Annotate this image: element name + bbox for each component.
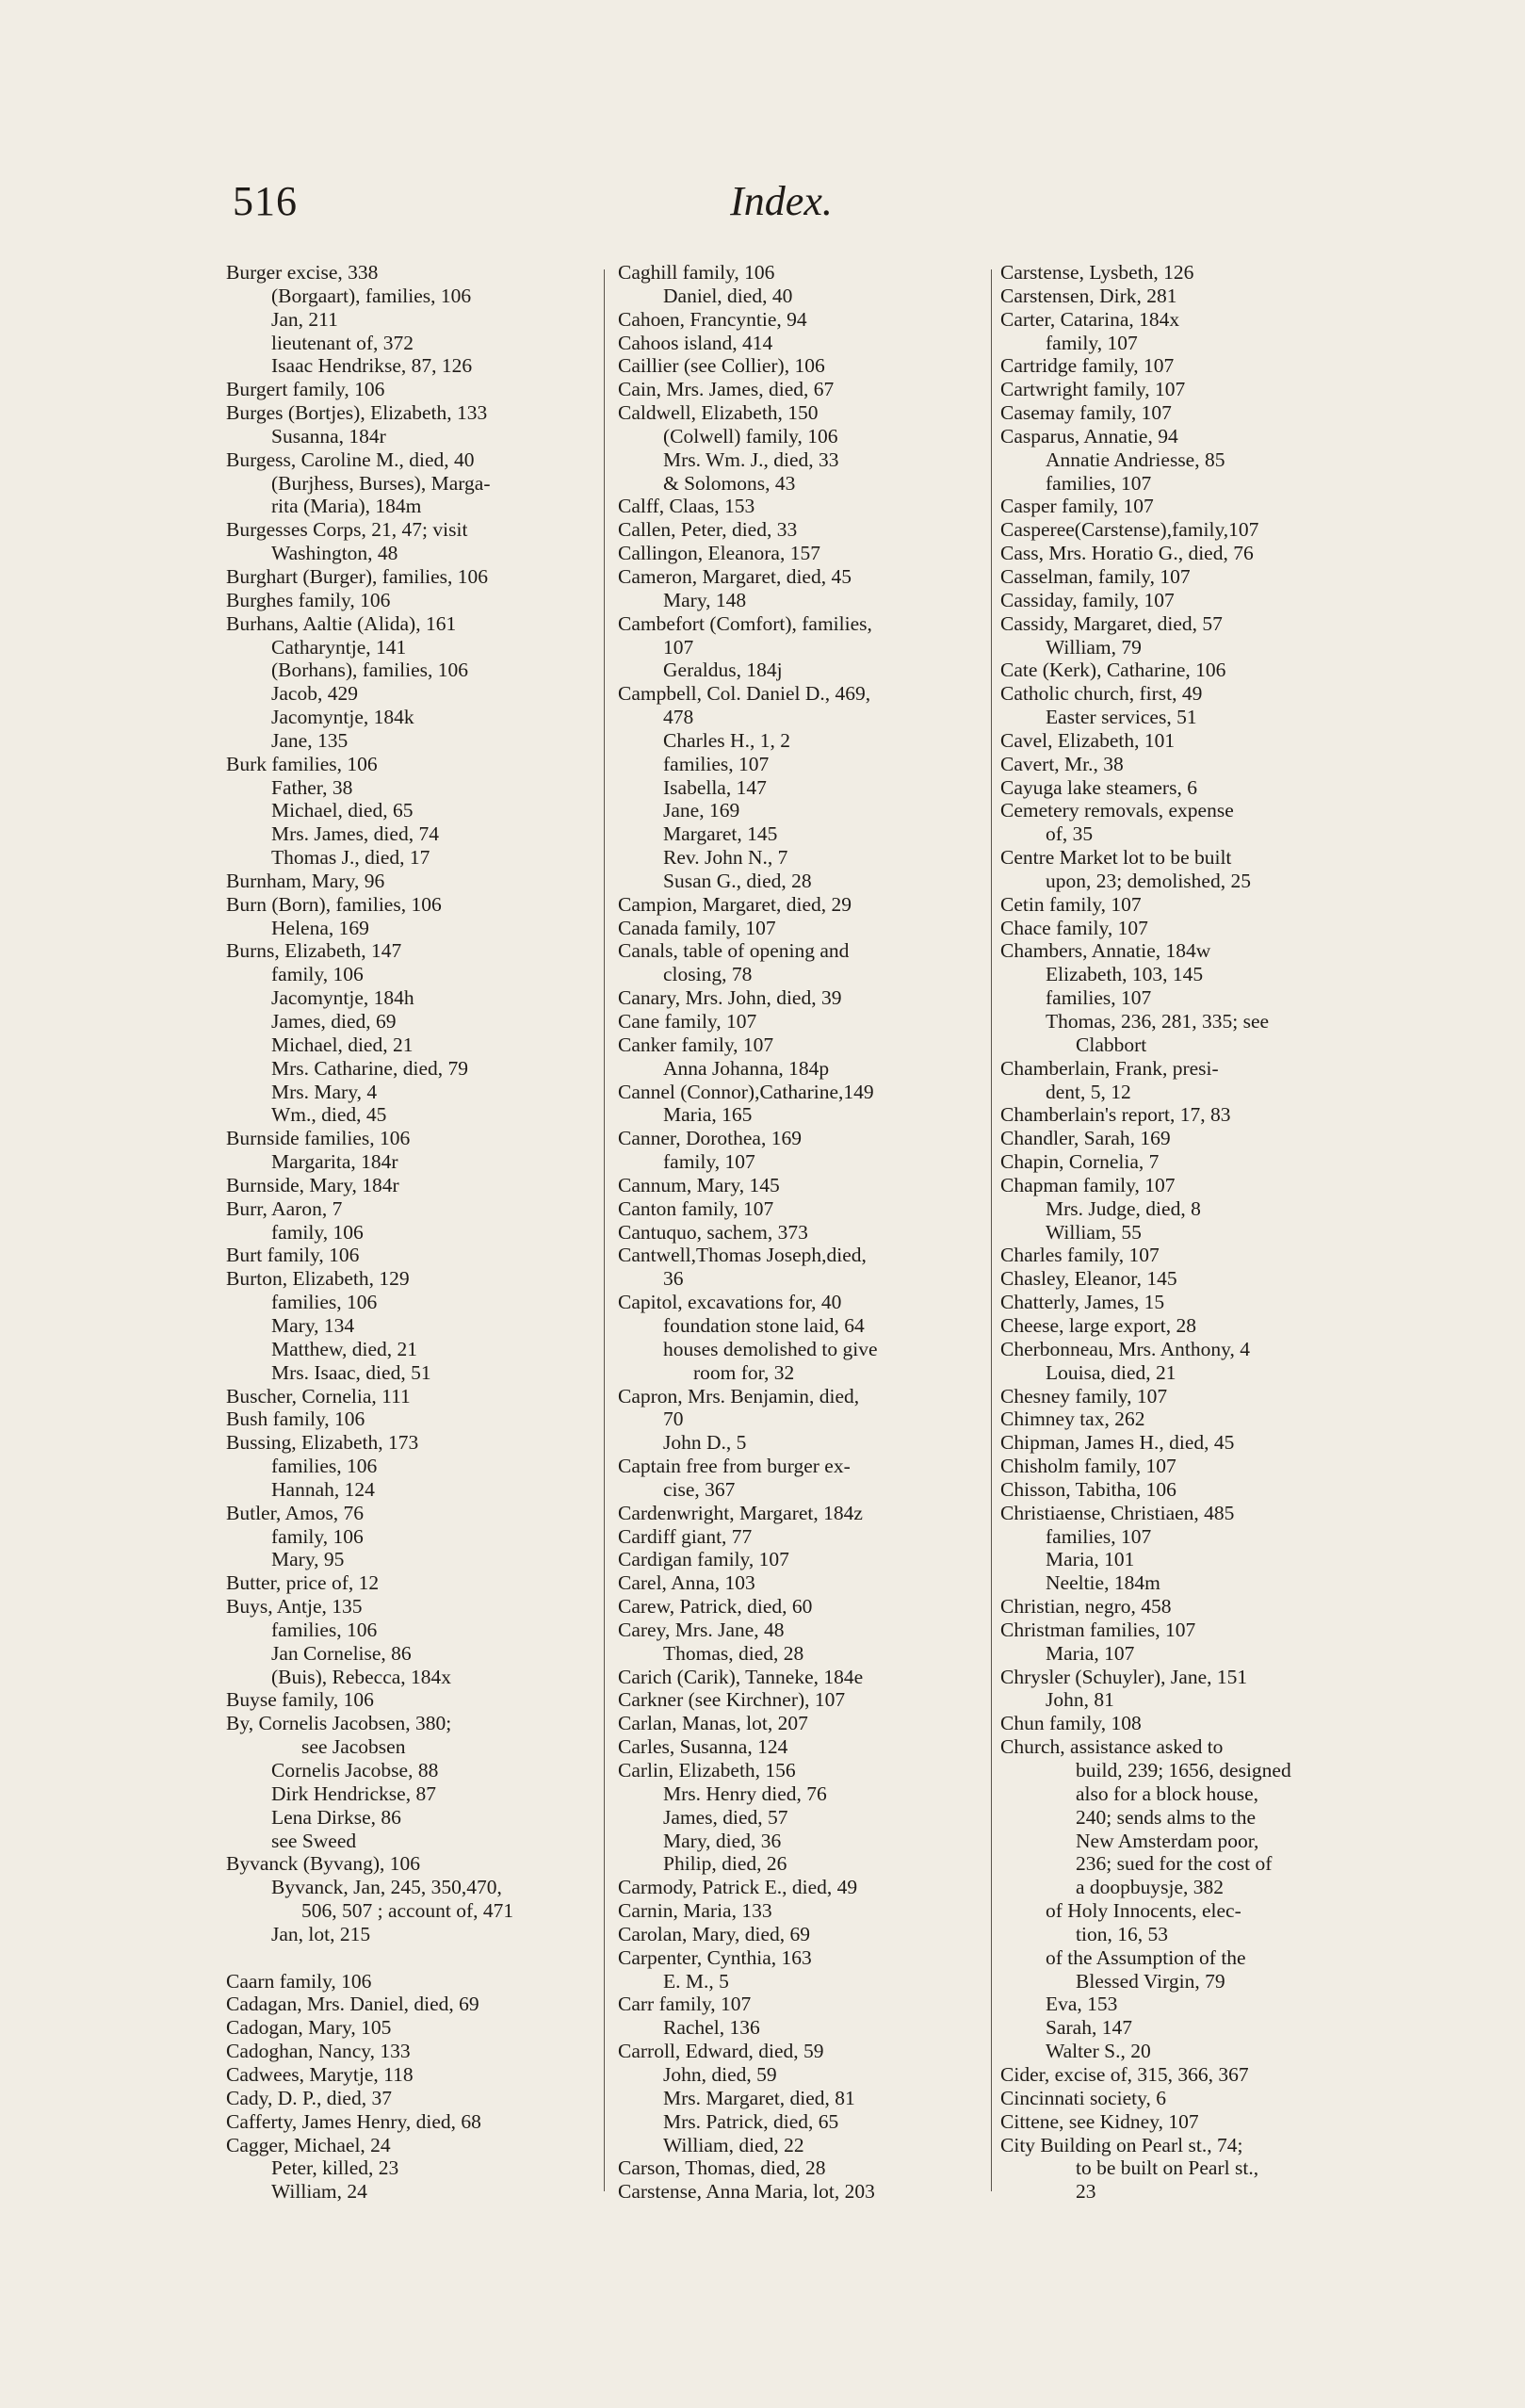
index-entry: Canada family, 107: [618, 916, 776, 939]
index-entry: Cornelis Jacobse, 88: [271, 1759, 439, 1782]
index-entry: Church, assistance asked to: [1000, 1735, 1224, 1759]
index-entry: Carlin, Elizabeth, 156: [618, 1759, 796, 1782]
index-entry: Canner, Dorothea, 169: [618, 1127, 802, 1150]
index-entry: 240; sends alms to the: [1076, 1805, 1257, 1829]
index-entry: build, 239; 1656, designed: [1076, 1759, 1291, 1782]
index-entry: Jacomyntje, 184k: [271, 706, 414, 729]
index-entry: Jacob, 429: [271, 682, 358, 706]
index-entry: James, died, 57: [663, 1805, 788, 1829]
index-entry: Margarita, 184r: [271, 1150, 398, 1174]
index-entry: 107: [663, 635, 694, 659]
index-entry: Louisa, died, 21: [1046, 1360, 1176, 1384]
index-entry: families, 106: [271, 1291, 378, 1314]
index-entry: Mary, 134: [271, 1313, 355, 1337]
index-entry: Susanna, 184r: [271, 424, 386, 447]
index-entry: John, died, 59: [663, 2062, 777, 2086]
index-entry: Thomas J., died, 17: [271, 846, 430, 870]
index-entry: Burns, Elizabeth, 147: [226, 939, 402, 963]
column-divider: [991, 269, 992, 2191]
page-number: 516: [233, 178, 298, 224]
index-entry: Cahoen, Francyntie, 94: [618, 307, 807, 331]
index-entry: Isabella, 147: [663, 775, 767, 799]
index-entry: Chace family, 107: [1000, 916, 1148, 939]
index-entry: Cardiff giant, 77: [618, 1524, 753, 1548]
index-entry: Eva, 153: [1046, 1993, 1118, 2016]
index-entry: of Holy Innocents, elec-: [1046, 1899, 1241, 1923]
index-entry: Thomas, died, 28: [663, 1641, 804, 1665]
index-entry: Cannum, Mary, 145: [618, 1173, 780, 1196]
index-entry: Annatie Andriesse, 85: [1046, 447, 1225, 471]
index-entry: Cherbonneau, Mrs. Anthony, 4: [1000, 1337, 1250, 1360]
index-entry: Catharyntje, 141: [271, 635, 407, 659]
index-entry: (Colwell) family, 106: [663, 424, 838, 447]
index-entry: Chesney family, 107: [1000, 1384, 1168, 1407]
index-entry: Cadoghan, Nancy, 133: [226, 2040, 411, 2063]
index-entry: Dirk Hendrickse, 87: [271, 1782, 436, 1805]
index-entry: Anna Johanna, 184p: [663, 1056, 830, 1080]
index-entry: Cartwright family, 107: [1000, 378, 1186, 401]
index-entry: Geraldus, 184j: [663, 659, 783, 682]
index-entry: Carstense, Lysbeth, 126: [1000, 261, 1194, 284]
index-entry: Burk families, 106: [226, 752, 378, 775]
index-entry: Cambefort (Comfort), families,: [618, 611, 872, 635]
index-entry: Blessed Virgin, 79: [1076, 1969, 1225, 1993]
index-entry: Canary, Mrs. John, died, 39: [618, 986, 842, 1010]
index-entry: Elizabeth, 103, 145: [1046, 963, 1204, 986]
index-entry: Casper family, 107: [1000, 495, 1154, 518]
index-entry: lieutenant of, 372: [271, 331, 414, 354]
index-entry: Mary, 95: [271, 1548, 345, 1571]
index-entry: 478: [663, 706, 694, 729]
index-entry: families, 107: [1046, 471, 1152, 495]
index-entry: Wm., died, 45: [271, 1103, 387, 1127]
index-entry: Maria, 101: [1046, 1548, 1135, 1571]
index-entry: families, 106: [271, 1455, 378, 1478]
index-entry: Burghart (Burger), families, 106: [226, 564, 489, 588]
index-entry: Mrs. Isaac, died, 51: [271, 1360, 431, 1384]
index-entry: Cardenwright, Margaret, 184z: [618, 1501, 863, 1524]
index-entry: Burnside, Mary, 184r: [226, 1173, 399, 1196]
index-entry: Burgesses Corps, 21, 47; visit: [226, 518, 468, 542]
index-entry: City Building on Pearl st., 74;: [1000, 2133, 1243, 2156]
index-entry: Bussing, Elizabeth, 173: [226, 1431, 419, 1455]
index-entry: Thomas, 236, 281, 335; see: [1046, 1010, 1270, 1033]
index-entry: Campion, Margaret, died, 29: [618, 892, 852, 916]
index-entry: Campbell, Col. Daniel D., 469,: [618, 682, 871, 706]
index-entry: Cass, Mrs. Horatio G., died, 76: [1000, 542, 1254, 565]
index-entry: Charles family, 107: [1000, 1244, 1160, 1267]
index-entry: Cannel (Connor),Catharine,149: [618, 1080, 874, 1103]
index-entry: upon, 23; demolished, 25: [1046, 869, 1251, 892]
index-entry: William, 79: [1046, 635, 1142, 659]
index-entry: Casperee(Carstense),family,107: [1000, 518, 1259, 542]
index-entry: John, 81: [1046, 1688, 1114, 1712]
index-entry: Canals, table of opening and: [618, 939, 850, 963]
index-entry: closing, 78: [663, 963, 753, 986]
index-entry: (Borhans), families, 106: [271, 659, 468, 682]
index-entry: of the Assumption of the: [1046, 1945, 1246, 1969]
index-entry: [226, 1946, 598, 1970]
index-entry: Chrysler (Schuyler), Jane, 151: [1000, 1665, 1248, 1688]
index-entry: Chasley, Eleanor, 145: [1000, 1267, 1177, 1291]
index-entry: Philip, died, 26: [663, 1852, 787, 1876]
index-entry: Calff, Claas, 153: [618, 495, 755, 518]
index-entry: Hannah, 124: [271, 1477, 375, 1501]
index-entry: Mrs. Margaret, died, 81: [663, 2086, 855, 2109]
index-entry: Carmody, Patrick E., died, 49: [618, 1876, 858, 1899]
index-entry: Carkner (see Kirchner), 107: [618, 1688, 846, 1712]
index-entry: Casparus, Annatie, 94: [1000, 424, 1178, 447]
index-entry: Butter, price of, 12: [226, 1571, 380, 1595]
index-entry: Capron, Mrs. Benjamin, died,: [618, 1384, 860, 1407]
index-entry: Burger excise, 338: [226, 261, 379, 284]
index-entry: Helena, 169: [271, 916, 369, 939]
index-entry: Burgess, Caroline M., died, 40: [226, 447, 475, 471]
index-entry: Christman families, 107: [1000, 1618, 1196, 1641]
index-entry: of, 35: [1046, 822, 1094, 846]
index-column-2: [618, 261, 990, 2204]
index-entry: Casselman, family, 107: [1000, 564, 1191, 588]
page-title: Index.: [730, 178, 833, 224]
index-entry: Cavert, Mr., 38: [1000, 752, 1124, 775]
index-entry: Bush family, 106: [226, 1407, 365, 1431]
index-entry: Chatterly, James, 15: [1000, 1291, 1165, 1314]
index-entry: Michael, died, 21: [271, 1033, 414, 1056]
index-entry: Chisson, Tabitha, 106: [1000, 1477, 1176, 1501]
index-entry: Caillier (see Collier), 106: [618, 354, 825, 378]
index-entry: Buys, Antje, 135: [226, 1595, 363, 1619]
index-entry: see Jacobsen: [301, 1735, 406, 1759]
index-entry: houses demolished to give: [663, 1337, 878, 1360]
index-entry: James, died, 69: [271, 1010, 397, 1033]
index-entry: to be built on Pearl st.,: [1076, 2156, 1259, 2180]
index-entry: Rachel, 136: [663, 2016, 760, 2040]
index-entry: By, Cornelis Jacobsen, 380;: [226, 1712, 452, 1735]
index-entry: (Buis), Rebecca, 184x: [271, 1665, 452, 1688]
index-entry: Chisholm family, 107: [1000, 1455, 1176, 1478]
index-entry: Chamberlain's report, 17, 83: [1000, 1103, 1231, 1127]
index-entry: Clabbort: [1076, 1033, 1147, 1056]
index-entry: Carey, Mrs. Jane, 48: [618, 1618, 785, 1641]
index-entry: Cadwees, Marytje, 118: [226, 2062, 414, 2086]
index-entry: (Burjhess, Burses), Marga-: [271, 471, 491, 495]
index-entry: Burr, Aaron, 7: [226, 1196, 343, 1220]
column-divider: [604, 269, 605, 2191]
index-entry: Daniel, died, 40: [663, 284, 793, 307]
index-entry: a doopbuysje, 382: [1076, 1876, 1225, 1899]
index-entry: Cassiday, family, 107: [1000, 588, 1175, 611]
index-entry: Casemay family, 107: [1000, 401, 1172, 425]
index-entry: Jan, lot, 215: [271, 1922, 371, 1945]
index-entry: Cain, Mrs. James, died, 67: [618, 378, 835, 401]
index-entry: Cetin family, 107: [1000, 892, 1142, 916]
index-entry: & Solomons, 43: [663, 471, 796, 495]
index-entry: Burgert family, 106: [226, 378, 385, 401]
index-entry: Matthew, died, 21: [271, 1337, 418, 1360]
index-entry: Cahoos island, 414: [618, 331, 773, 354]
index-entry: Mrs. Henry died, 76: [663, 1782, 827, 1805]
index-entry: Butler, Amos, 76: [226, 1501, 365, 1524]
index-entry: cise, 367: [663, 1477, 736, 1501]
index-entry: Caarn family, 106: [226, 1969, 372, 1993]
index-entry: Caghill family, 106: [618, 261, 775, 284]
index-entry: Capitol, excavations for, 40: [618, 1291, 842, 1314]
index-entry: Mrs. James, died, 74: [271, 822, 439, 846]
index-entry: Captain free from burger ex-: [618, 1455, 851, 1478]
index-entry: Mrs. Patrick, died, 65: [663, 2109, 839, 2133]
index-entry: foundation stone laid, 64: [663, 1313, 865, 1337]
index-entry: Chambers, Annatie, 184w: [1000, 939, 1211, 963]
index-entry: Centre Market lot to be built: [1000, 846, 1232, 870]
index-entry: Cantwell,Thomas Joseph,died,: [618, 1244, 867, 1267]
index-entry: families, 106: [271, 1618, 378, 1641]
index-entry: Cincinnati society, 6: [1000, 2086, 1166, 2109]
index-entry: family, 107: [663, 1150, 755, 1174]
index-entry: Rev. John N., 7: [663, 846, 788, 870]
index-entry: Neeltie, 184m: [1046, 1571, 1160, 1595]
index-entry: Cate (Kerk), Catharine, 106: [1000, 659, 1226, 682]
index-entry: Father, 38: [271, 775, 353, 799]
index-entry: Jane, 169: [663, 799, 740, 822]
index-entry: New Amsterdam poor,: [1076, 1829, 1259, 1852]
index-entry: Susan G., died, 28: [663, 869, 812, 892]
index-entry: Cantuquo, sachem, 373: [618, 1220, 808, 1244]
index-entry: room for, 32: [693, 1360, 795, 1384]
index-entry: Chapman family, 107: [1000, 1173, 1176, 1196]
index-entry: 506, 507 ; account of, 471: [301, 1899, 514, 1923]
index-entry: Burt family, 106: [226, 1244, 360, 1267]
index-entry: Byvanck, Jan, 245, 350,470,: [271, 1876, 502, 1899]
index-entry: Mrs. Judge, died, 8: [1046, 1196, 1201, 1220]
index-entry: Caldwell, Elizabeth, 150: [618, 401, 819, 425]
index-entry: family, 107: [1046, 331, 1138, 354]
index-entry: Carel, Anna, 103: [618, 1571, 755, 1595]
index-entry: Margaret, 145: [663, 822, 778, 846]
index-entry: Carpenter, Cynthia, 163: [618, 1945, 812, 1969]
index-entry: Maria, 107: [1046, 1641, 1135, 1665]
index-entry: Cheese, large export, 28: [1000, 1313, 1196, 1337]
index-entry: families, 107: [1046, 986, 1152, 1010]
index-entry: Cagger, Michael, 24: [226, 2133, 391, 2156]
index-entry: Carroll, Edward, died, 59: [618, 2040, 824, 2063]
index-entry: Mary, died, 36: [663, 1829, 782, 1852]
index-entry: Isaac Hendrikse, 87, 126: [271, 354, 473, 378]
index-entry: Burghes family, 106: [226, 588, 391, 611]
index-entry: William, 24: [271, 2180, 367, 2204]
index-entry: Cartridge family, 107: [1000, 354, 1175, 378]
index-entry: Carson, Thomas, died, 28: [618, 2156, 826, 2180]
index-entry: Cane family, 107: [618, 1010, 757, 1033]
index-entry: Burton, Elizabeth, 129: [226, 1267, 410, 1291]
index-entry: Callingon, Eleanora, 157: [618, 542, 820, 565]
index-entry: Cemetery removals, expense: [1000, 799, 1234, 822]
index-entry: Cayuga lake steamers, 6: [1000, 775, 1197, 799]
index-entry: Cassidy, Margaret, died, 57: [1000, 611, 1223, 635]
index-entry: Mrs. Wm. J., died, 33: [663, 447, 839, 471]
index-entry: Cavel, Elizabeth, 101: [1000, 728, 1176, 752]
index-entry: Jan, 211: [271, 307, 338, 331]
index-entry: Cameron, Margaret, died, 45: [618, 564, 852, 588]
index-entry: Burhans, Aaltie (Alida), 161: [226, 611, 457, 635]
index-entry: E. M., 5: [663, 1969, 729, 1993]
index-entry: Cittene, see Kidney, 107: [1000, 2109, 1199, 2133]
index-entry: Carich (Carik), Tanneke, 184e: [618, 1665, 864, 1688]
index-entry: Walter S., 20: [1046, 2040, 1151, 2063]
index-entry: Carolan, Mary, died, 69: [618, 1922, 810, 1945]
index-entry: 70: [663, 1407, 684, 1431]
index-entry: dent, 5, 12: [1046, 1080, 1131, 1103]
index-entry: Mrs. Mary, 4: [271, 1080, 378, 1103]
index-entry: families, 107: [1046, 1524, 1152, 1548]
index-entry: family, 106: [271, 1220, 364, 1244]
index-entry: Jane, 135: [271, 728, 349, 752]
index-entry: Burnham, Mary, 96: [226, 869, 385, 892]
index-entry: Mary, 148: [663, 588, 747, 611]
index-entry: family, 106: [271, 963, 364, 986]
index-entry: Cider, excise of, 315, 366, 367: [1000, 2062, 1249, 2086]
index-entry: Burges (Bortjes), Elizabeth, 133: [226, 401, 488, 425]
index-entry: Christian, negro, 458: [1000, 1595, 1172, 1619]
index-entry: Cady, D. P., died, 37: [226, 2086, 392, 2109]
index-entry: Carles, Susanna, 124: [618, 1735, 788, 1759]
index-entry: Peter, killed, 23: [271, 2156, 399, 2180]
index-entry: Lena Dirkse, 86: [271, 1805, 401, 1829]
index-entry: Cafferty, James Henry, died, 68: [226, 2109, 481, 2133]
index-entry: (Borgaart), families, 106: [271, 284, 472, 307]
index-column-1: [226, 261, 598, 2204]
index-entry: Chapin, Cornelia, 7: [1000, 1150, 1160, 1174]
index-entry: Carstense, Anna Maria, lot, 203: [618, 2180, 875, 2204]
index-entry: Chandler, Sarah, 169: [1000, 1127, 1171, 1150]
index-entry: Chun family, 108: [1000, 1712, 1142, 1735]
index-column-3: [1000, 261, 1372, 2204]
index-entry: 23: [1076, 2180, 1096, 2204]
index-entry: Chipman, James H., died, 45: [1000, 1431, 1235, 1455]
index-entry: 236; sued for the cost of: [1076, 1852, 1273, 1876]
index-entry: Buscher, Cornelia, 111: [226, 1384, 411, 1407]
index-entry: Jan Cornelise, 86: [271, 1641, 412, 1665]
index-entry: see Sweed: [271, 1829, 357, 1852]
index-entry: Carew, Patrick, died, 60: [618, 1595, 813, 1619]
index-entry: William, 55: [1046, 1220, 1142, 1244]
index-entry: John D., 5: [663, 1431, 747, 1455]
index-entry: 36: [663, 1267, 684, 1291]
index-entry: Chamberlain, Frank, presi-: [1000, 1056, 1219, 1080]
index-entry: Burnside families, 106: [226, 1127, 411, 1150]
index-entry: Jacomyntje, 184h: [271, 986, 414, 1010]
index-entry: Easter services, 51: [1046, 706, 1197, 729]
index-entry: Catholic church, first, 49: [1000, 682, 1203, 706]
index-entry: Cadogan, Mary, 105: [226, 2016, 392, 2040]
index-entry: Canker family, 107: [618, 1033, 774, 1056]
index-entry: family, 106: [271, 1524, 364, 1548]
index-entry: Callen, Peter, died, 33: [618, 518, 798, 542]
index-entry: Byvanck (Byvang), 106: [226, 1852, 421, 1876]
index-entry: Cadagan, Mrs. Daniel, died, 69: [226, 1993, 479, 2016]
index-entry: Canton family, 107: [618, 1196, 774, 1220]
index-entry: Carstensen, Dirk, 281: [1000, 284, 1177, 307]
index-entry: Christiaense, Christiaen, 485: [1000, 1501, 1235, 1524]
index-entry: Carter, Catarina, 184x: [1000, 307, 1180, 331]
index-entry: Washington, 48: [271, 542, 398, 565]
index-entry: Carnin, Maria, 133: [618, 1899, 772, 1923]
index-entry: Michael, died, 65: [271, 799, 414, 822]
index-entry: Mrs. Catharine, died, 79: [271, 1056, 468, 1080]
index-entry: Sarah, 147: [1046, 2016, 1132, 2040]
index-entry: Burn (Born), families, 106: [226, 892, 442, 916]
index-entry: rita (Maria), 184m: [271, 495, 422, 518]
index-entry: Charles H., 1, 2: [663, 728, 790, 752]
index-entry: Chimney tax, 262: [1000, 1407, 1145, 1431]
index-entry: Maria, 165: [663, 1103, 753, 1127]
index-entry: Carr family, 107: [618, 1993, 752, 2016]
index-entry: also for a block house,: [1076, 1782, 1259, 1805]
index-entry: Cardigan family, 107: [618, 1548, 789, 1571]
index-entry: William, died, 22: [663, 2133, 804, 2156]
index-entry: Buyse family, 106: [226, 1688, 374, 1712]
index-entry: Carlan, Manas, lot, 207: [618, 1712, 808, 1735]
index-entry: families, 107: [663, 752, 770, 775]
index-entry: tion, 16, 53: [1076, 1922, 1168, 1945]
